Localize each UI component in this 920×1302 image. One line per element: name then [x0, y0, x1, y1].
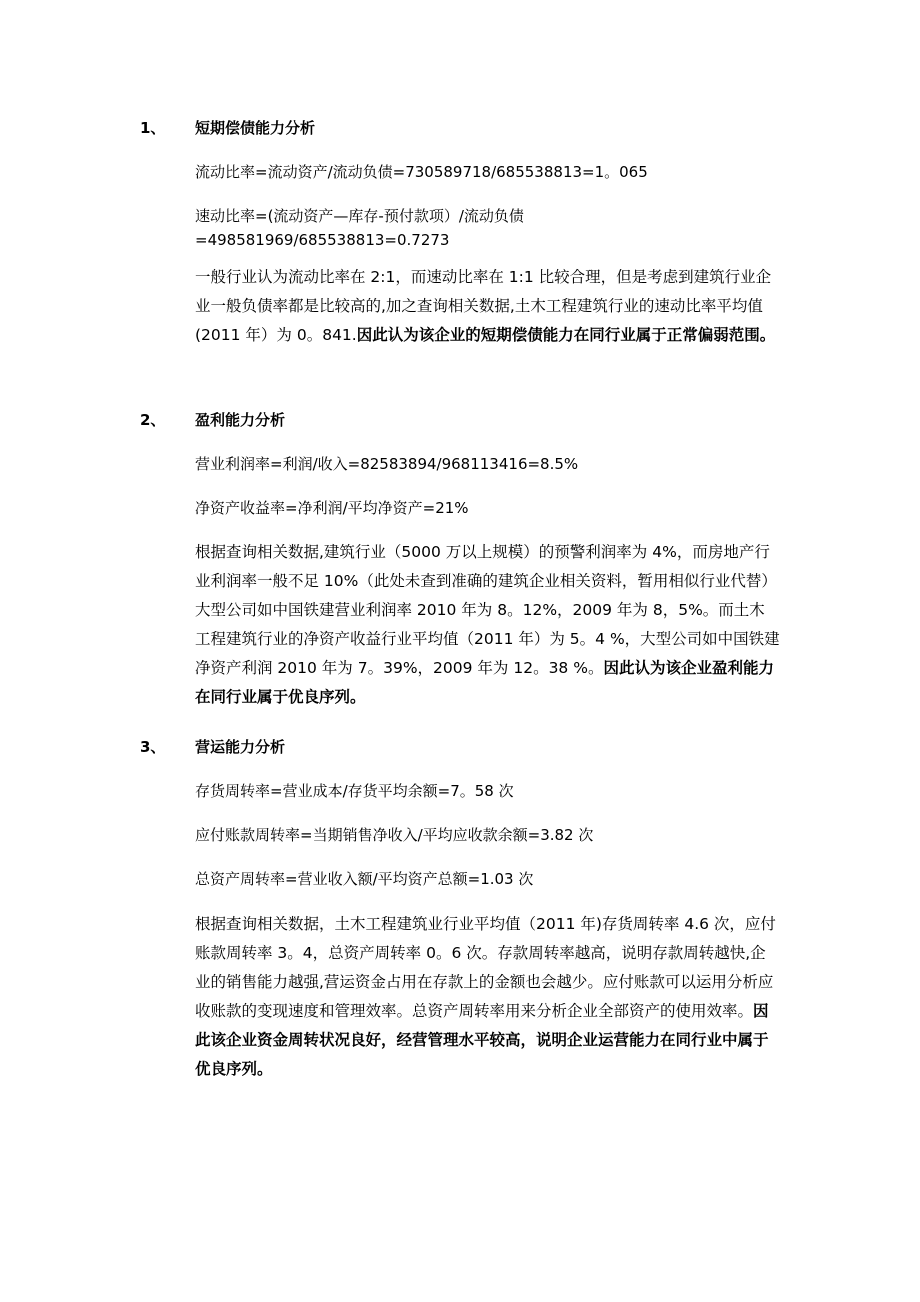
section-heading — [0, 408, 920, 432]
paragraph-conclusion: 因此认为该企业盈利能力在同行业属于优良序列。 — [195, 659, 774, 706]
section-title: 短期偿债能力分析 — [195, 119, 316, 137]
section-title: 盈利能力分析 — [195, 411, 286, 429]
formula-asset-turnover: 总资产周转率=营业收入额/平均资产总额=1.03 次 — [195, 870, 534, 888]
formula-operating-margin: 营业利润率=利润/收入=82583894/968113416=8.5% — [195, 455, 579, 473]
paragraph-text: 根据查询相关数据，土木工程建筑业行业平均值（2011 年)存货周转率 4.6 次，应付账款周转率 3。4，总资产周转率 0。6 次。存款周转率越高，说明存款周转越快,企业的销售能力越强,营运资金占用在存款上的金额也会越少。应付账款可以运用分析应收账款的变现速度和管理效率。总资产周转率用来分析企业全部资产的使用效率。 — [195, 915, 776, 1020]
paragraph-text: 一般行业认为流动比率在 2:1，而速动比率在 1:1 比较合理，但是考虑到建筑行业企业一般负债率都是比较高的,加之查询相关数据,土木工程建筑行业的速动比率平均值(2011 年）为 0。841. — [195, 268, 772, 344]
paragraph-conclusion: 因此该企业资金周转状况良好，经营管理水平较高，说明企业运营能力在同行业中属于优良序列。 — [195, 1002, 769, 1078]
section-title: 营运能力分析 — [195, 738, 286, 756]
section-number: 2、 — [140, 411, 166, 429]
formula-inventory-turnover: 存货周转率=营业成本/存货平均余额=7。58 次 — [195, 782, 514, 800]
analysis-paragraph — [195, 910, 780, 1084]
analysis-paragraph — [195, 538, 780, 712]
formula-roe: 净资产收益率=净利润/平均净资产=21% — [195, 499, 469, 517]
formula-payables-turnover: 应付账款周转率=当期销售净收入/平均应收款余额=3.82 次 — [195, 826, 594, 844]
formula-quick-ratio-line2: =498581969/685538813=0.7273 — [195, 231, 450, 249]
section-number: 1、 — [140, 119, 166, 137]
paragraph-text: 根据查询相关数据,建筑行业（5000 万以上规模）的预警利润率为 4%，而房地产行业利润率一般不足 10%（此处未查到准确的建筑企业相关资料，暂用相似行业代替）大型公司如中国铁建营业利润率 2010 年为 8。12%，2009 年为 8，5%。而土木工程建筑行业的净资产收益行业平均值（2011 年）为 5。4 %，大型公司如中国铁建净资产利润 2010 年为 7。39%，2009 年为 12。38 %。 — [195, 543, 780, 677]
section-heading — [0, 735, 920, 759]
formula-current-ratio: 流动比率=流动资产/流动负债=730589718/685538813=1。065 — [195, 163, 648, 181]
analysis-paragraph — [195, 263, 780, 350]
section-heading — [0, 116, 920, 140]
section-number: 3、 — [140, 738, 166, 756]
paragraph-conclusion: 因此认为该企业的短期偿债能力在同行业属于正常偏弱范围。 — [356, 326, 776, 344]
formula-quick-ratio-line1: 速动比率=(流动资产—库存-预付款项）/流动负债 — [195, 207, 524, 225]
